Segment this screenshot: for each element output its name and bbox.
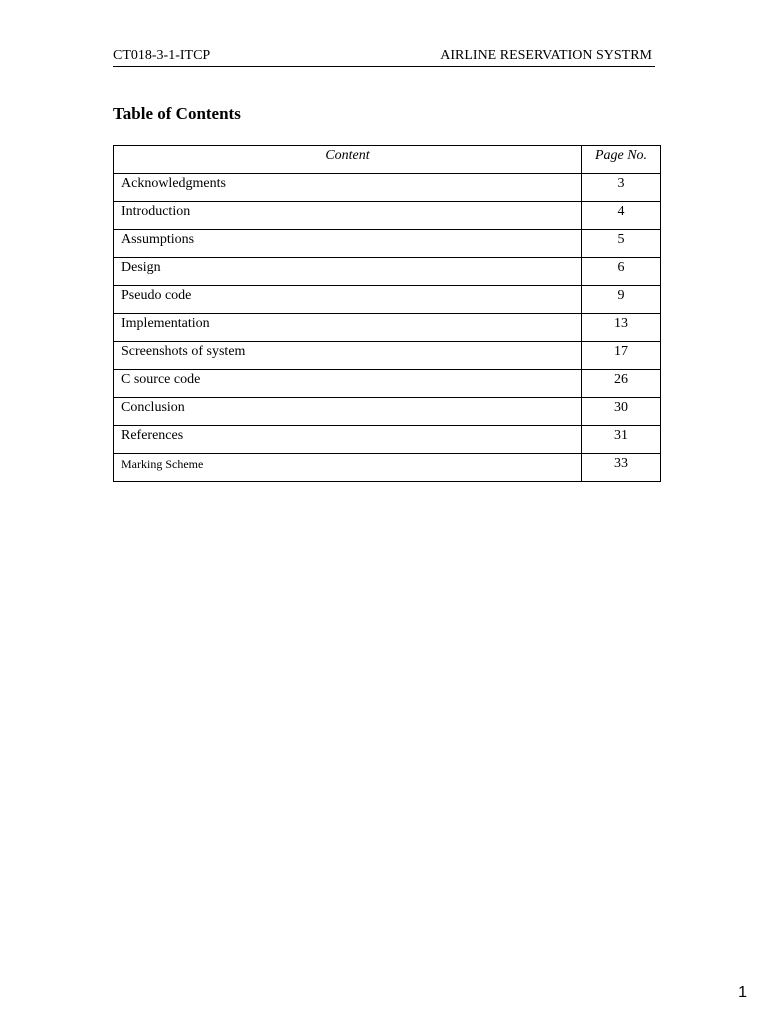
toc-entry-page: 6: [582, 258, 661, 286]
toc-entry-title: Marking Scheme: [114, 454, 582, 482]
table-row: [114, 370, 661, 398]
toc-entry-page: 33: [582, 454, 661, 482]
toc-entry-title: Introduction: [114, 202, 582, 230]
table-row: [114, 258, 661, 286]
toc-entry-page: 30: [582, 398, 661, 426]
table-row: [114, 426, 661, 454]
toc-table: [113, 145, 661, 482]
toc-title: Table of Contents: [113, 104, 241, 123]
content-column-header: Content: [114, 146, 582, 174]
toc-entry-title: References: [114, 426, 582, 454]
page-header: [113, 46, 655, 67]
course-code: CT018-3-1-ITCP: [113, 48, 211, 63]
toc-entry-page: 5: [582, 230, 661, 258]
table-row: [114, 314, 661, 342]
table-row: [114, 342, 661, 370]
table-row: [114, 230, 661, 258]
toc-entry-title: Pseudo code: [114, 286, 582, 314]
page-number: 1: [738, 984, 747, 1001]
toc-entry-title: Implementation: [114, 314, 582, 342]
page-column-header: Page No.: [582, 146, 661, 174]
toc-entry-page: 13: [582, 314, 661, 342]
table-row: [114, 174, 661, 202]
toc-entry-page: 17: [582, 342, 661, 370]
toc-entry-page: 3: [582, 174, 661, 202]
table-row: [114, 454, 661, 482]
toc-entry-page: 26: [582, 370, 661, 398]
toc-entry-page: 31: [582, 426, 661, 454]
table-row: [114, 202, 661, 230]
toc-entry-title: C source code: [114, 370, 582, 398]
toc-entry-title: Conclusion: [114, 398, 582, 426]
table-row: [114, 286, 661, 314]
table-row: [114, 398, 661, 426]
toc-entry-title: Assumptions: [114, 230, 582, 258]
toc-entry-title: Acknowledgments: [114, 174, 582, 202]
document-title: AIRLINE RESERVATION SYSTRM: [440, 48, 652, 63]
toc-header-row: [114, 146, 661, 174]
toc-entry-page: 4: [582, 202, 661, 230]
toc-entry-title: Design: [114, 258, 582, 286]
toc-entry-title: Screenshots of system: [114, 342, 582, 370]
toc-entry-page: 9: [582, 286, 661, 314]
